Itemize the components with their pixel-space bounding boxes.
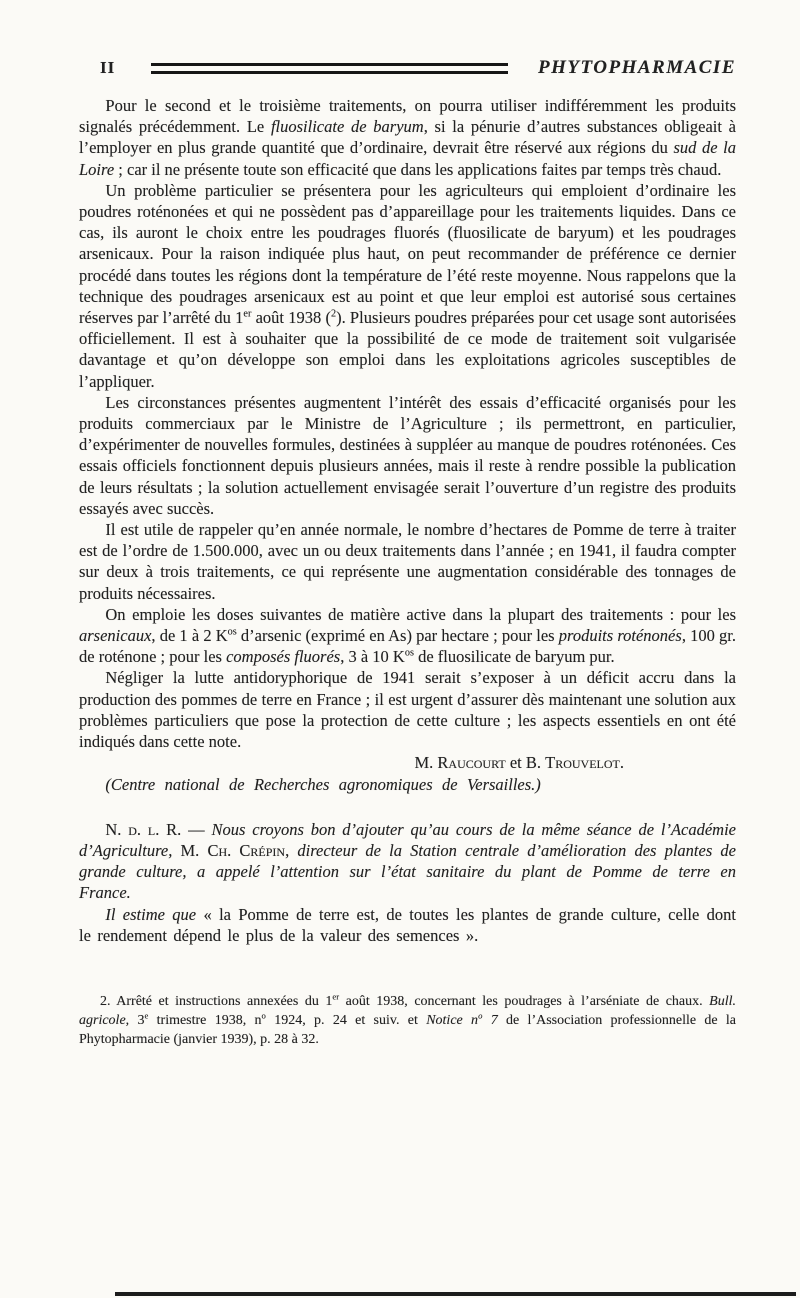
paragraph: Pour le second et le troisième traitements, on pourra utiliser indifféremment les produits signalés précédemment. Le fluosilicate de baryum, si la pénurie d’autres substances obligeait à l’employer en plus grande quantité que d’ordinaire, devrait être réservé aux régions du sud de la Loire ; car il ne présente toute son efficacité que dans les applications faites par temps très chaud.: [79, 96, 736, 179]
signature-line: M. Raucourt et B. Trouvelot.: [414, 753, 624, 773]
footnote: [79, 992, 736, 1049]
bottom-scan-rule: [115, 1292, 796, 1296]
editors-note-paragraph: Il estime que « la Pomme de terre est, de toutes les plantes de grande culture, celle dont le rendement dépend le plus de la valeur des semences ».: [79, 904, 736, 945]
affiliation-line: (Centre national de Recherches agronomiques de Versailles.): [105, 774, 541, 794]
footnote-paragraph: 2. Arrêté et instructions annexées du 1er août 1938, concernant les poudrages à l’arséniate de chaux. Bull. agricole, 3e trimestre 1938, $n^o$ 1924, p. 24 et suiv. et Notice $n^o$ 7 de l’Association professionnelle de la Phytopharmacie (janvier 1939), p. 28 à 32.: [79, 991, 737, 1047]
double-rule-divider: [151, 63, 508, 74]
article-body: [79, 95, 736, 1049]
paragraph: Il est utile de rappeler qu’en année normale, le nombre d’hectares de Pomme de terre à traiter est de l’ordre de 1.500.000, avec un ou deux traitements dans l’année ; en 1941, il faudra compter sur deux à trois traitements, ce qui représente une augmentation considérable des tonnages de produits nécessaires.: [79, 520, 736, 603]
running-title: PHYTOPHARMACIE: [537, 57, 736, 78]
paragraph: Négliger la lutte antidoryphorique de 1941 serait s’exposer à un déficit accru dans la production des pommes de terre en France ; il est urgent d’assurer dès maintenant une solution aux problèmes particuliers que pose la protection de cette culture ; les aspects essentiels en ont été indiqués dans cette note.: [79, 668, 736, 752]
editors-note: [79, 819, 736, 946]
paragraph: Un problème particulier se présentera pour les agriculteurs qui emploient d’ordinaire les poudres roténonées et qui ne possèdent pas d’appareillage pour les traitements liquides. Dans ce cas, ils auront le choix entre les poudrages fluorés (fluosilicate de baryum) et les poudrages arsenicaux. Pour la raison indiquée plus haut, on peut recommander de préférence ce dernier procédé dans toutes les régions dont la température de l’été reste moyenne. Nous rappelons que la technique des poudrages arsenicaux est au point et que leur emploi est autorisé sous certaines réserves par l’arrêté du 1er août 1938 ($^2$). Plusieurs poudres préparées pour cet usage sont autorisées officiellement. Il est à souhaiter que la possibilité de ce mode de traitement soit vulgarisée davantage et qu’on développe son emploi dans les exploitations agricoles susceptibles de l’appliquer.: [79, 180, 737, 391]
page-header: [100, 57, 736, 79]
paragraph: Les circonstances présentes augmentent l’intérêt des essais d’efficacité organisés pour les produits commerciaux par le Ministre de l’Agriculture ; ils permettront, en particulier, d’expérimenter de nouvelles formules, destinées à suppléer au manque de poudres roténonées. Ces essais officiels fonctionnent depuis plusieurs années, mais il reste à rendre possible la publication de leurs résultats ; la solution actuellement envisagée serait l’ouverture d’un registre des produits essayés avec succès.: [79, 392, 736, 518]
page-number: II: [100, 58, 116, 77]
paragraph: On emploie les doses suivantes de matière active dans la plupart des traitements : pour les arsenicaux, de 1 à 2 $K^{os}$ d’arsenic (exprimé en As) par hectare ; pour les produits roténonés, 100 gr. de roténone ; pour les composés fluorés, 3 à 10 $K^{os}$ de fluosilicate de baryum pur.: [79, 604, 736, 667]
editors-note-paragraph: N. d. l. R. — Nous croyons bon d’ajouter qu’au cours de la même séance de l’Académie d’Agriculture, M. Ch. Crépin, directeur de la Station centrale d’amélioration des plantes de grande culture, a appelé l’attention sur l’état sanitaire du plant de Pomme de terre en France.: [79, 819, 736, 903]
